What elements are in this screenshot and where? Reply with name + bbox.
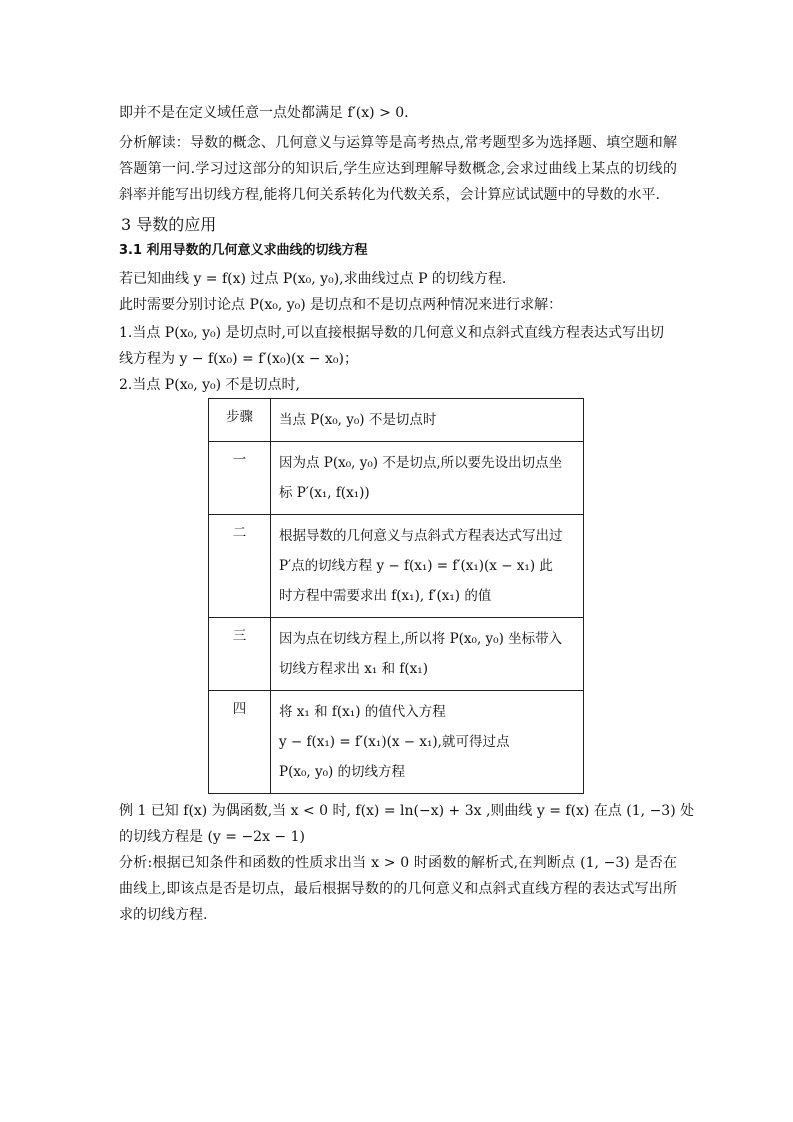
body-line: 线方程为 y − f(x₀) = f′(x₀)(x − x₀)； [119,351,358,367]
cell-text: 标 P′(x₁, f(x₁)) [279,485,370,501]
step-desc [271,691,584,794]
table-row [209,515,584,618]
cell-text: P(x₀, y₀) 的切线方程 [279,764,406,780]
table-header-desc [271,399,584,442]
step-label: 三 [209,618,271,691]
cell-text: 根据导数的几何意义与点斜式方程表达式写出过 [279,528,563,544]
document-page [119,100,695,928]
cell-text: 当点 P(x₀, y₀) 不是切点时 [279,412,437,428]
body-line: 1.当点 P(x₀, y₀) 是切点时,可以直接根据导数的几何意义和点斜式直线方程表达式写出切 [119,325,664,341]
cell-text: 将 x₁ 和 f(x₁) 的值代入方程 [279,704,446,720]
table-row [209,618,584,691]
step-label: 二 [209,515,271,618]
example-analysis: 分析:根据已知条件和函数的性质求出当 x > 0 时函数的解析式,在判断点 (1, −3) 是否在曲线上,即该点是否是切点，最后根据导数的的几何意义和点斜式直线方程的表达式写出所求的切线方程. [119,855,677,923]
table-row [209,691,584,794]
cell-text: 时方程中需要求出 f(x₁), f′(x₁) 的值 [279,588,492,604]
example-line: 例 1 已知 f(x) 为偶函数,当 x < 0 时, f(x) = ln(−x) + 3x ,则曲线 y = f(x) 在点 (1, −3) 处 [119,803,695,819]
text-line: 即并不是在定义域任意一点处都满足 f′(x) > 0. [119,105,409,121]
steps-table [208,398,584,794]
cell-text: 切线方程求出 x₁ 和 f(x₁) [279,661,428,677]
body-line: 此时需要分别讨论点 P(x₀, y₀) 是切点和不是切点两种情况来进行求解： [119,297,563,313]
analysis-paragraph: 分析解读：导数的概念、几何意义与运算等是高考热点,常考题型多为选择题、填空题和解答题第一问.学习过这部分的知识后,学生应达到理解导数概念,会求过曲线上某点的切线的斜率并能写出切线方程,能将几何关系转化为代数关系，会计算应试试题中的导数的水平. [119,135,677,203]
table-header-row [209,399,584,442]
step-desc [271,618,584,691]
section-heading: 3 导数的应用 [121,215,217,234]
cell-text: P′点的切线方程 y − f(x₁) = f′(x₁)(x − x₁) 此 [279,558,553,574]
table-row [209,442,584,515]
step-desc [271,442,584,515]
body-line: 2.当点 P(x₀, y₀) 不是切点时, [119,377,300,393]
cell-text: y − f(x₁) = f′(x₁)(x − x₁),就可得过点 [279,734,510,750]
cell-text: 因为点 P(x₀, y₀) 不是切点,所以要先设出切点坐 [279,455,563,471]
step-label: 四 [209,691,271,794]
step-desc [271,515,584,618]
step-label: 一 [209,442,271,515]
cell-text: 因为点在切线方程上,所以将 P(x₀, y₀) 坐标带入 [279,631,563,647]
body-line: 若已知曲线 y = f(x) 过点 P(x₀, y₀),求曲线过点 P 的切线方程. [119,271,507,287]
table-header-step: 步骤 [209,399,271,442]
example-line: 的切线方程是 (y = −2x − 1) [119,829,305,845]
subsection-heading: 3.1 利用导数的几何意义求曲线的切线方程 [119,243,368,258]
